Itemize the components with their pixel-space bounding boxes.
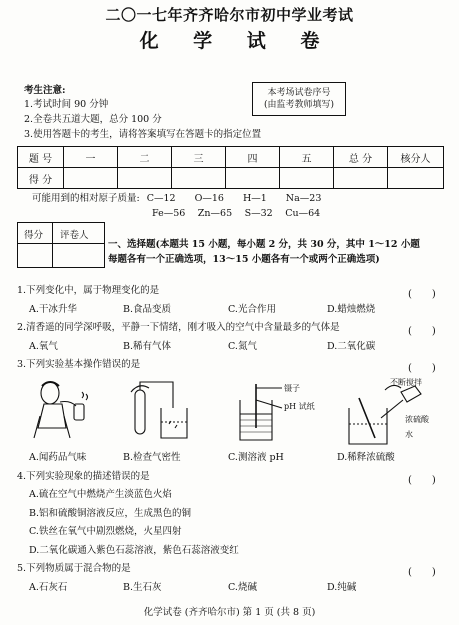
- option[interactable]: A.闻药品气味: [29, 452, 87, 463]
- option[interactable]: C.光合作用: [228, 304, 276, 315]
- option[interactable]: B.检查气密性: [123, 452, 181, 463]
- option[interactable]: B.铝和硫酸铜溶液反应，生成黑色的铜: [29, 508, 192, 519]
- question-stem: 5.下列物质属于混合物的是: [17, 563, 131, 574]
- score-table: [17, 146, 444, 189]
- figure-airtight-icon: [125, 378, 205, 446]
- score-cell[interactable]: [388, 168, 444, 189]
- water-label: 水: [405, 430, 413, 439]
- acid-label: 浓硫酸: [405, 415, 429, 424]
- figure-dilution-icon: [345, 378, 445, 448]
- answer-blank[interactable]: ( ): [408, 363, 436, 374]
- option[interactable]: C.测溶液 pH: [228, 452, 284, 463]
- score-table-score-row: [18, 168, 444, 189]
- score-cell[interactable]: [280, 168, 334, 189]
- option[interactable]: B.食品变质: [123, 304, 172, 315]
- page-footer: 化学试卷 (齐齐哈尔市) 第 1 页 (共 8 页): [143, 607, 316, 618]
- tweezers-label: 镊子: [284, 384, 300, 393]
- serial-note: (由监考教师填写): [263, 100, 335, 110]
- answer-blank[interactable]: ( ): [408, 326, 436, 337]
- paper-subtitle: 化 学 试 卷: [139, 30, 334, 52]
- notice-item: 2.全卷共五道大题，总分 100 分: [24, 114, 162, 125]
- header-cell: 一: [64, 147, 118, 168]
- header-cell: 二: [118, 147, 172, 168]
- option[interactable]: C.铁丝在氧气中剧烈燃烧，火星四射: [29, 526, 182, 537]
- header-cell: 三: [172, 147, 226, 168]
- exam-title: 二〇一七年齐齐哈尔市初中学业考试: [105, 6, 354, 24]
- section-heading: 每题各有一个正确选项，13～15 小题各有一个或两个正确选项): [108, 254, 380, 265]
- question-stem: 1.下列变化中，属于物理变化的是: [17, 285, 160, 296]
- figure-ph-test-icon: [232, 380, 312, 446]
- option[interactable]: D.二氧化碳通入紫色石蕊溶液，紫色石蕊溶液变红: [29, 545, 239, 556]
- option[interactable]: A.干冰升华: [29, 304, 77, 315]
- notice-title: 考生注意:: [24, 85, 66, 96]
- option[interactable]: D.纯碱: [327, 582, 357, 593]
- score-cell[interactable]: [118, 168, 172, 189]
- option[interactable]: D.蜡烛燃烧: [327, 304, 376, 315]
- grader-name-label: 评卷人: [60, 230, 89, 241]
- atomic-mass-line: [32, 193, 321, 205]
- score-cell[interactable]: [64, 168, 118, 189]
- header-cell: 核分人: [388, 147, 444, 168]
- figure-smelling-icon: [30, 378, 100, 446]
- option[interactable]: A.氧气: [29, 341, 58, 352]
- atomic-mass-intro: 可能用到的相对原子质量:: [32, 193, 140, 204]
- option[interactable]: B.生石灰: [123, 582, 162, 593]
- header-cell: 四: [226, 147, 280, 168]
- option[interactable]: D.稀释浓硫酸: [337, 452, 395, 463]
- grader-box: [17, 222, 105, 268]
- serial-label: 本考场试卷序号: [267, 88, 331, 98]
- option[interactable]: A.硫在空气中燃烧产生淡蓝色火焰: [29, 489, 172, 500]
- grader-score-label: 得分: [24, 230, 44, 241]
- option[interactable]: A.石灰石: [29, 582, 68, 593]
- score-table-header-row: [18, 147, 444, 168]
- score-cell[interactable]: [172, 168, 226, 189]
- score-row-label: 得 分: [18, 168, 64, 189]
- atomic-mass-values: C—12 O—16 H—1 Na—23: [146, 193, 322, 204]
- option[interactable]: C.烧碱: [228, 582, 257, 593]
- option[interactable]: C.氮气: [228, 341, 257, 352]
- section-heading: 一、选择题(本题共 15 小题，每小题 2 分，共 30 分，其中 1～12 小题: [108, 239, 420, 250]
- notice-item: 3.使用答题卡的考生，请将答案填写在答题卡的指定位置: [24, 129, 262, 140]
- question-stem: 3.下列实验基本操作错误的是: [17, 359, 141, 370]
- atomic-mass-values: Fe—56 Zn—65 S—32 Cu—64: [152, 208, 321, 219]
- stir-label: 不断搅拌: [390, 378, 422, 387]
- answer-blank[interactable]: ( ): [408, 567, 436, 578]
- header-cell: 题 号: [18, 147, 64, 168]
- header-cell: 总 分: [334, 147, 388, 168]
- header-cell: 五: [280, 147, 334, 168]
- notice-item: 1.考试时间 90 分钟: [24, 99, 109, 110]
- score-cell[interactable]: [226, 168, 280, 189]
- option[interactable]: D.二氧化碳: [327, 341, 376, 352]
- score-cell[interactable]: [334, 168, 388, 189]
- answer-blank[interactable]: ( ): [408, 289, 436, 300]
- ph-paper-label: pH 试纸: [284, 402, 315, 411]
- question-stem: 2.清香遥的同学深呼吸，平静一下情绪，刚才吸入的空气中含量最多的气体是: [17, 322, 340, 333]
- option[interactable]: B.稀有气体: [123, 341, 172, 352]
- serial-number-box: [252, 82, 346, 116]
- answer-blank[interactable]: ( ): [408, 475, 436, 486]
- question-stem: 4.下列实验现象的描述错误的是: [17, 471, 150, 482]
